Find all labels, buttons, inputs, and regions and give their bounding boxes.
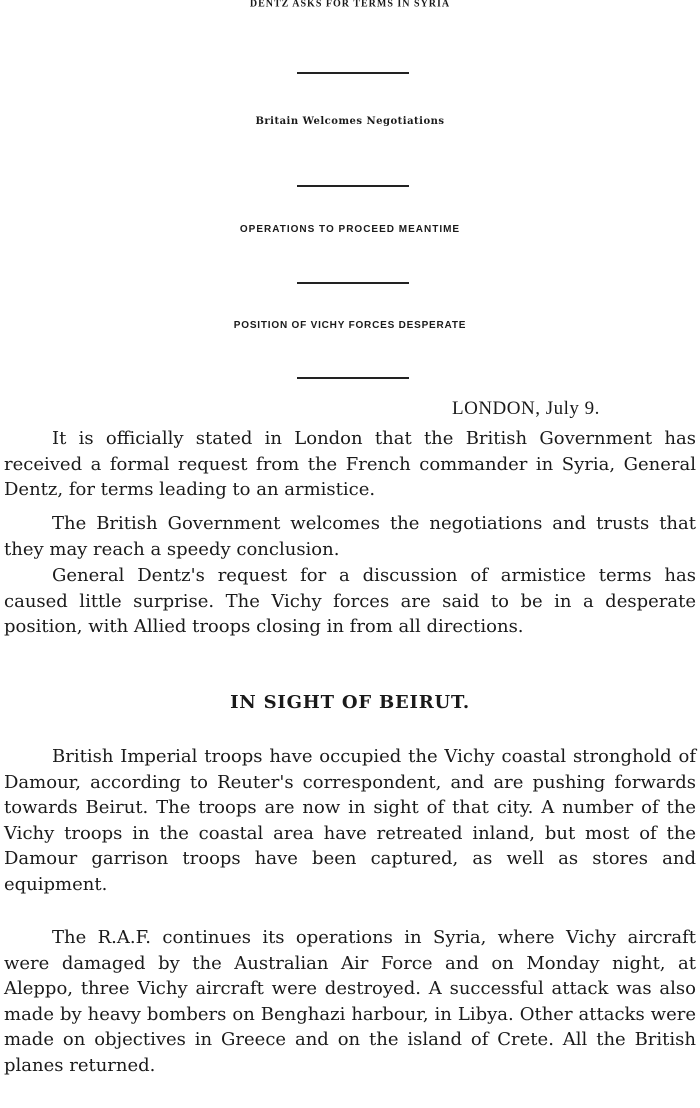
main-headline: DENTZ ASKS FOR TERMS IN SYRIA [249,0,451,10]
article-paragraph: It is officially stated in London that the British Government has received a formal request from the French commander in Syria, General Dentz, for terms leading to an armistice. [4,428,696,501]
headline-divider [297,185,409,187]
headline-divider [297,72,409,74]
dateline: LONDON, July 9. [452,398,600,419]
article-paragraph: The R.A.F. continues its operations in Syria, where Vichy aircraft were damaged by the Australian Air Force and on Monday night, at Aleppo, three Vichy aircraft were destroyed. A successful attack was also made by heavy bombers on Benghazi harbour, in Libya. Other attacks were made on objectives in Greece and on the island of Crete. All the British planes returned. [4,927,696,1076]
article-paragraph: British Imperial troops have occupied the Vichy coastal stronghold of Damour, according to Reuter's correspondent, and are pushing forwards towards Beirut. The troops are now in sight of that city. A number of the Vichy troops in the coastal area have retreated inland, but most of the Damour garrison troops have been captured, as well as stores and equipment. [4,746,696,895]
third-headline: OPERATIONS TO PROCEED MEANTIME [239,224,461,235]
headline-divider [297,377,409,379]
article-paragraph: The British Government welcomes the negotiations and trusts that they may reach a speedy conclusion. [4,513,696,560]
headline-divider [297,282,409,284]
section-subheading: IN SIGHT OF BEIRUT. [230,692,470,713]
second-headline: Britain Welcomes Negotiations [255,116,445,127]
fourth-headline: POSITION OF VICHY FORCES DESPERATE [233,320,467,331]
article-paragraph: General Dentz's request for a discussion of armistice terms has caused little surprise. The Vichy forces are said to be in a desperate position, with Allied troops closing in from all directions. [4,565,696,638]
